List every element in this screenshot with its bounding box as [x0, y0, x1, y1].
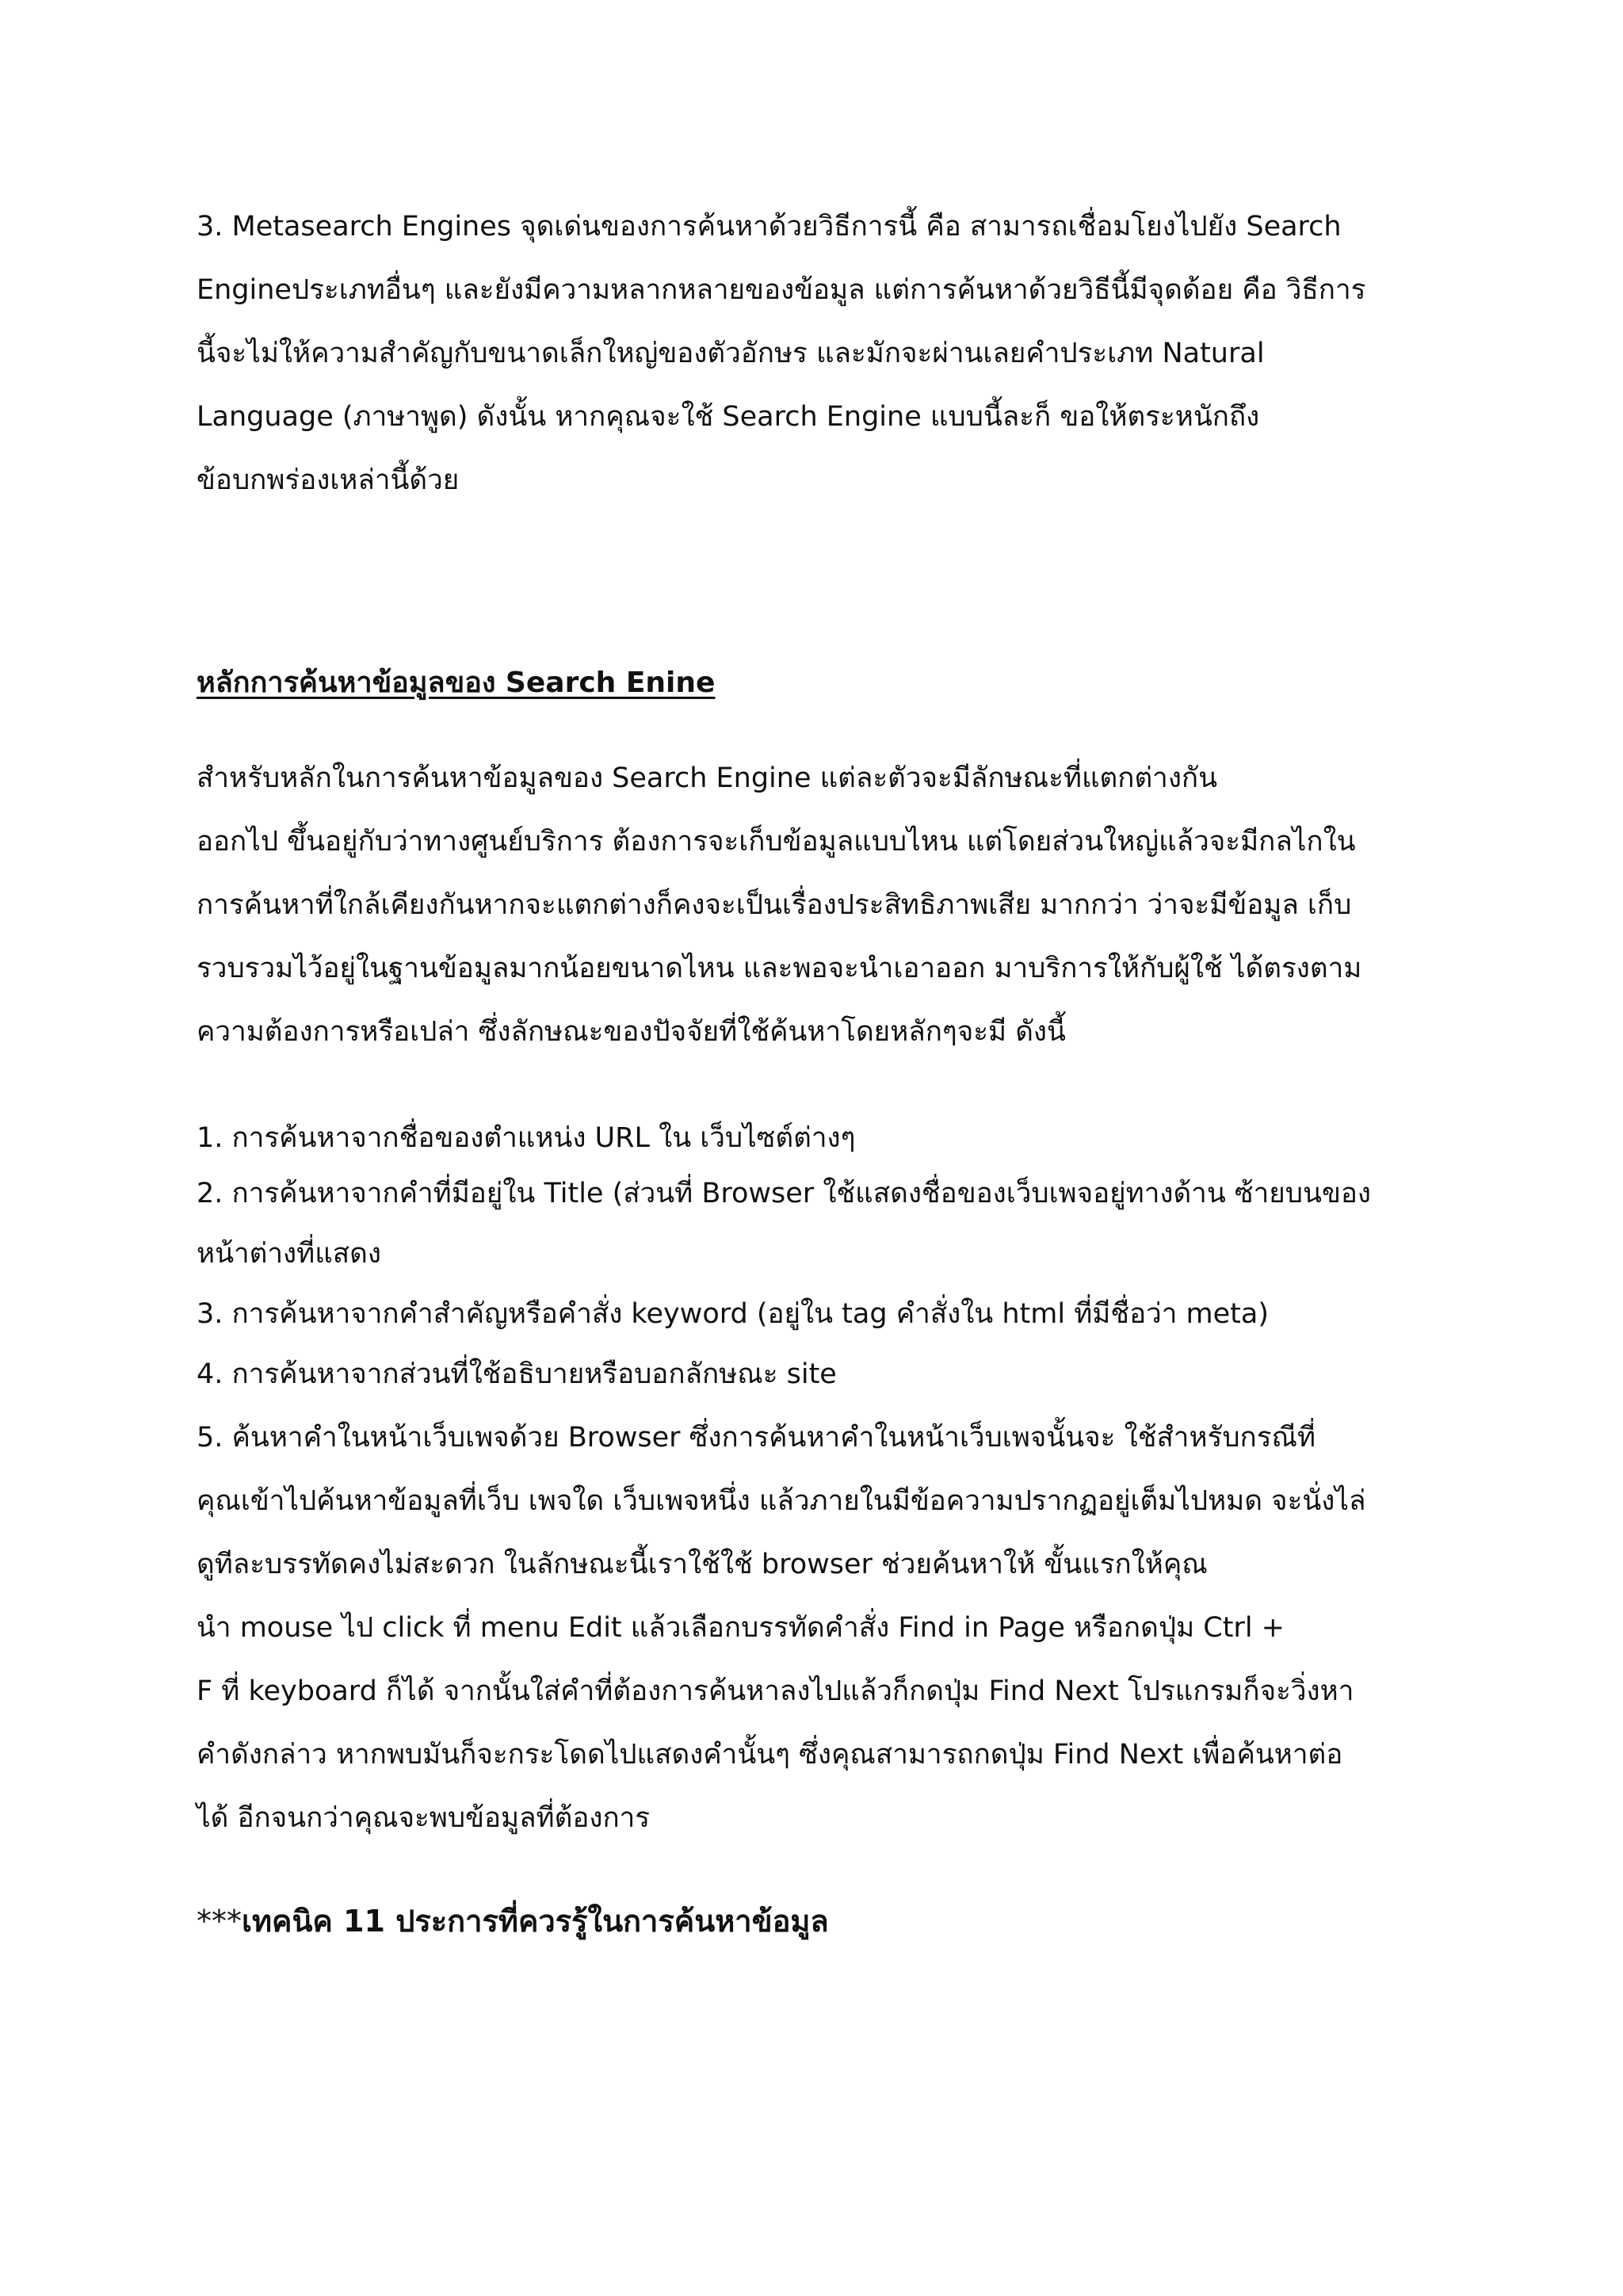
list-item-continuation: ดูทีละบรรทัดคงไม่สะดวก ในลักษณะนี้เราใช้ใช้ browser ช่วยค้นหาให้ ขั้นแรกให้คุณ	[197, 1549, 1208, 1580]
techniques-title: เทคนิค 11 ประการที่ควรรู้ในการค้นหาข้อมูล	[242, 1904, 829, 1939]
list-item: 1. การค้นหาจากชื่อของตำแหน่ง URL ใน เว็บไซต์ต่างๆ	[197, 1122, 856, 1154]
list-item-continuation: ได้ อีกจนกว่าคุณจะพบข้อมูลที่ต้องการ	[197, 1802, 651, 1834]
section-heading: หลักการค้นหาข้อมูลของ Search Enine	[197, 667, 716, 699]
section3-line: ข้อบกพร่องเหล่านี้ด้วย	[197, 464, 460, 496]
list-item-continuation: นำ mouse ไป click ที่ menu Edit แล้วเลือกบรรทัดคำสั่ง Find in Page หรือกดปุ่ม Ctrl +	[197, 1612, 1285, 1644]
section3-line: Engineประเภทอื่นๆ และยังมีความหลากหลายของข้อมูล แต่การค้นหาด้วยวิธีนี้มีจุดด้อย คือ วิธีการ	[197, 274, 1366, 306]
section3-line: นี้จะไม่ให้ความสำคัญกับขนาดเล็กใหญ่ของตัวอักษร และมักจะผ่านเลยคำประเภท Natural	[197, 338, 1265, 369]
intro-line: การค้นหาที่ใกล้เคียงกันหากจะแตกต่างก็คงจะเป็นเรื่องประสิทธิภาพเสีย มากกว่า ว่าจะมีข้อมูล เก็บ	[197, 889, 1352, 921]
list-item-continuation: คำดังกล่าว หากพบมันก็จะกระโดดไปแสดงคำนั้นๆ ซึ่งคุณสามารถกดปุ่ม Find Next เพื่อค้นหาต่อ	[197, 1739, 1343, 1771]
list-item: 2. การค้นหาจากคำที่มีอยู่ใน Title (ส่วนที่ Browser ใช้แสดงชื่อของเว็บเพจอยู่ทางด้าน ซ้ายบนของ	[197, 1178, 1371, 1209]
intro-line: สำหรับหลักในการค้นหาข้อมูลของ Search Engine แต่ละตัวจะมีลักษณะที่แตกต่างกัน	[197, 762, 1218, 794]
section3-line: 3. Metasearch Engines จุดเด่นของการค้นหาด้วยวิธีการนี้ คือ สามารถเชื่อมโยงไปยัง Search	[197, 211, 1342, 243]
techniques-prefix: ***	[197, 1904, 242, 1939]
list-item-continuation: หน้าต่างที่แสดง	[197, 1238, 381, 1270]
section3-line: Language (ภาษาพูด) ดังนั้น หากคุณจะใช้ Search Engine แบบนี้ละก็ ขอให้ตระหนักถึง	[197, 401, 1260, 433]
list-item: 5. ค้นหาคำในหน้าเว็บเพจด้วย Browser ซึ่งการค้นหาคำในหน้าเว็บเพจนั้นจะ ใช้สำหรับกรณีที่	[197, 1422, 1316, 1454]
list-item-continuation: คุณเข้าไปค้นหาข้อมูลที่เว็บ เพจใด เว็บเพจหนึ่ง แล้วภายในมีข้อความปรากฏอยู่เต็มไปหมด จะนั่งไล่	[197, 1485, 1366, 1517]
intro-line: ความต้องการหรือเปล่า ซึ่งลักษณะของปัจจัยที่ใช้ค้นหาโดยหลักๆจะมี ดังนี้	[197, 1016, 1066, 1048]
list-item: 4. การค้นหาจากส่วนที่ใช้อธิบายหรือบอกลักษณะ site	[197, 1358, 837, 1390]
intro-line: รวบรวมไว้อยู่ในฐานข้อมูลมากน้อยขนาดไหน และพอจะนำเอาออก มาบริการให้กับผู้ใช้ ได้ตรงตาม	[197, 953, 1362, 984]
list-item: 3. การค้นหาจากคำสำคัญหรือคำสั่ง keyword (อยู่ใน tag คำสั่งใน html ที่มีชื่อว่า meta)	[197, 1298, 1270, 1330]
techniques-heading	[197, 1901, 829, 1942]
intro-line: ออกไป ขึ้นอยู่กับว่าทางศูนย์บริการ ต้องการจะเก็บข้อมูลแบบไหน แต่โดยส่วนใหญ่แล้วจะมีกลไกใน	[197, 826, 1356, 858]
list-item-continuation: F ที่ keyboard ก็ได้ จากนั้นใส่คำที่ต้องการค้นหาลงไปแล้วก็กดปุ่ม Find Next โปรแกรมก็จะวิ่งหา	[197, 1675, 1354, 1707]
